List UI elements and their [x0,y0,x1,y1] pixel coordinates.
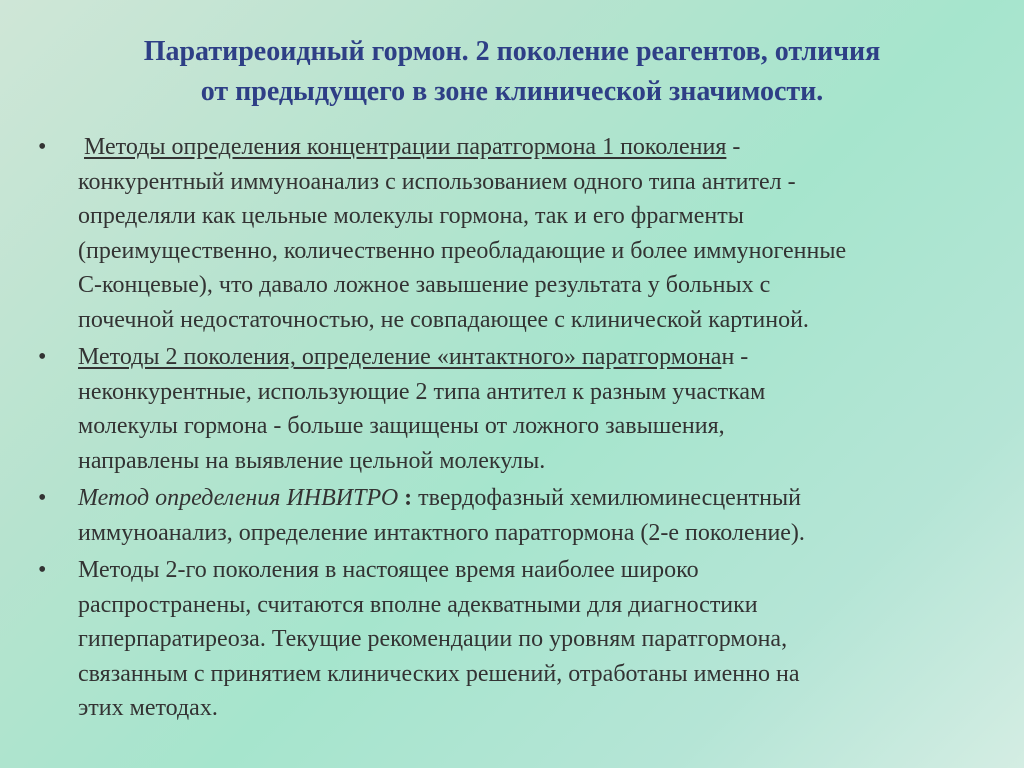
slide-title-line-1: Паратиреоидный гормон. 2 поколение реагентов, отличия [143,36,881,67]
bullet-line: почечной недостаточностью, не совпадающее с клинической картиной. [78,306,809,333]
bullet-line-rest: твердофазный хемилюминесцентный [412,485,801,511]
bullet-line: гиперпаратиреоза. Текущие рекомендации по уровням паратгормона, [78,626,788,652]
slide-title [30,32,994,112]
bullet-text [78,340,998,478]
bullet-lead-underlined: Методы 2 поколения, определение «интактного» паратгормона [78,344,722,370]
bullet-line-rest: н - [721,344,749,370]
bullet-colon: : [398,485,413,511]
bullet-marker: • [38,134,47,160]
bullet-line [78,340,998,375]
slide-title-line-2: от предыдущего в зоне клинической значимости. [200,76,824,107]
bullet-text [78,553,998,726]
bullet-line: определяли как цельные молекулы гормона, так и его фрагменты [78,203,744,229]
bullet-item [38,481,998,550]
bullet-lead-italic: Метод определения ИНВИТРО [78,485,399,511]
bullet-marker: • [38,485,47,511]
bullet-marker: • [38,344,47,370]
bullet-line: Методы 2-го поколения в настоящее время наиболее широко [78,557,699,583]
bullet-item [38,553,998,726]
bullet-marker: • [38,557,47,583]
bullet-line [78,481,998,516]
bullet-text [78,481,998,550]
bullet-line: направлены на выявление цельной молекулы. [78,447,546,474]
bullet-line: неконкурентные, использующие 2 типа антител к разным участкам [78,378,766,405]
bullet-line: конкурентный иммуноанализ с использованием одного типа антител - [78,168,796,195]
bullet-line [78,130,998,165]
bullet-line: иммуноанализ, определение интактного паратгормона (2-е поколение). [78,519,805,546]
bullet-line: распространены, считаются вполне адекватными для диагностики [78,591,758,618]
bullet-list [38,130,998,729]
bullet-line: С-концевые), что давало ложное завышение результата у больных с [78,272,771,298]
bullet-item [38,340,998,478]
bullet-line-rest: - [726,134,741,160]
bullet-line: молекулы гормона - больше защищены от ложного завышения, [78,413,725,439]
bullet-line: (преимущественно, количественно преобладающие и более иммуногенные [78,237,847,264]
bullet-item [38,130,998,337]
bullet-line: этих методах. [78,695,218,721]
bullet-line: связанным с принятием клинических решений, отработаны именно на [78,660,800,687]
bullet-lead-underlined: Методы определения концентрации паратгормона 1 поколения [84,134,727,160]
bullet-text [78,130,998,337]
